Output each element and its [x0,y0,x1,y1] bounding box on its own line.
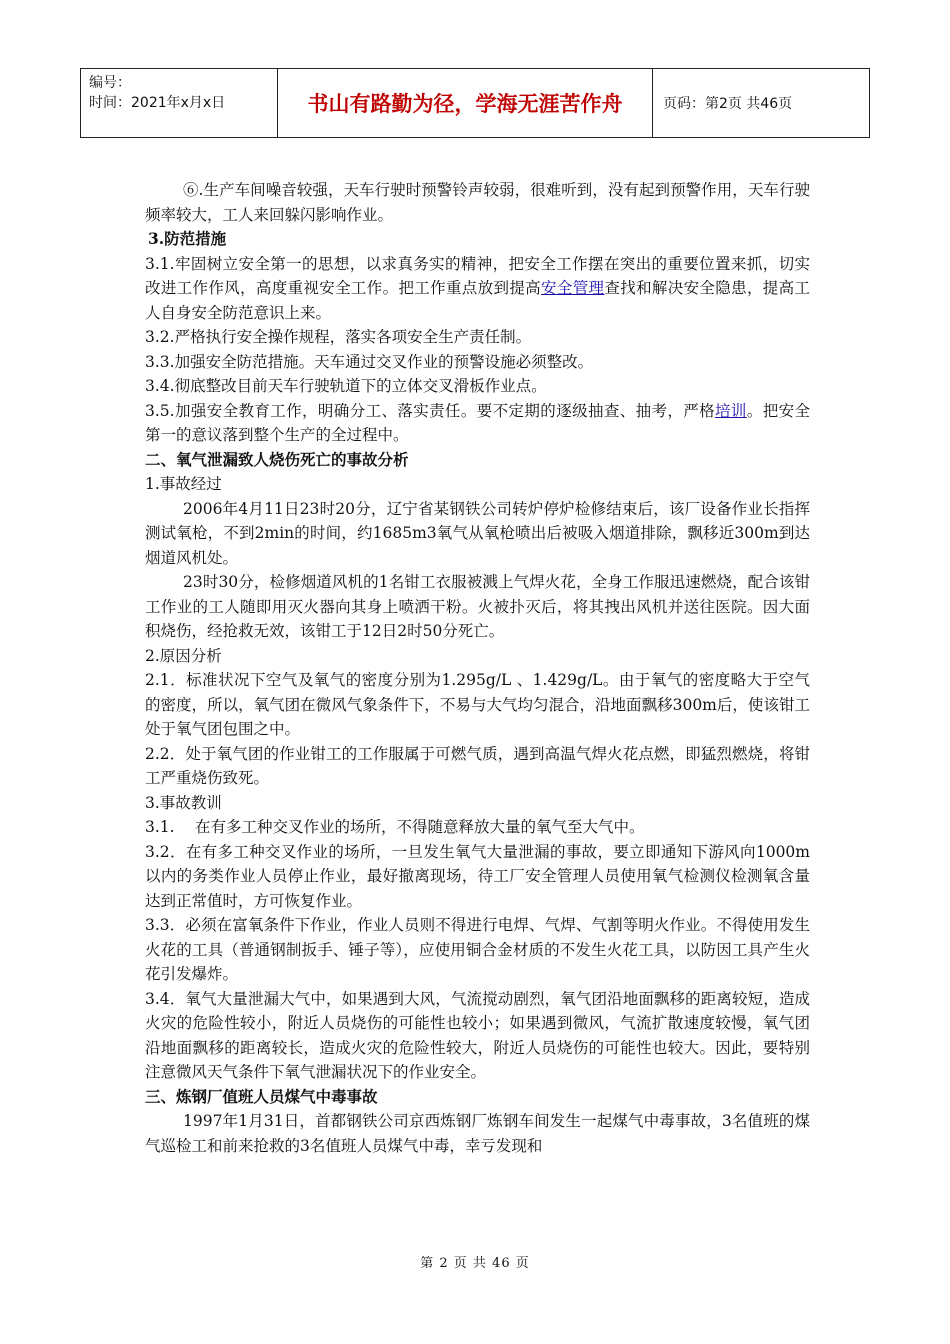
paragraph-text: 3.5.加强安全教育工作，明确分工、落实责任。要不定期的逐级抽查、抽考，严格 [145,401,716,420]
subsection-heading: 1.事故经过 [145,475,222,493]
paragraph [145,399,810,448]
link-training[interactable]: 培训 [715,401,747,420]
paragraph: 3.4.彻底整改目前天车行驶轨道下的立体交叉滑板作业点。 [145,377,547,395]
section-heading: 3.防范措施 [148,229,227,248]
paragraph: 1997年1月31日，首都钢铁公司京西炼钢厂炼钢车间发生一起煤气中毒事故，3名值班的煤气巡检工和前来抢救的3名值班人员煤气中毒，幸亏发现和 [145,1112,810,1155]
paragraph: 2.1．标准状况下空气及氧气的密度分别为1.295g/L 、1.429g/L。由于氧气的密度略大于空气的密度，所以，氧气团在微风气象条件下，不易与大气均匀混合，沿地面飘移300m后，使该钳工处于氧气团包围之中。 [145,671,810,738]
paragraph: 2.2．处于氧气团的作业钳工的工作服属于可燃气质，遇到高温气焊火花点燃，即猛烈燃烧，将钳工严重烧伤致死。 [145,744,810,787]
paragraph: 3.3.加强安全防范措施。天车通过交叉作业的预警设施必须整改。 [145,352,594,371]
link-safety-management[interactable]: 安全管理 [541,279,605,297]
paragraph: 3.2.严格执行安全操作规程，落实各项安全生产责任制。 [145,328,532,346]
paragraph-text: 。把安全第一的意议落到整个生产的全过程中。 [145,401,810,444]
paragraph: 3.1. 在有多工种交叉作业的场所，不得随意释放大量的氧气至大气中。 [145,818,645,836]
paragraph: 3.2．在有多工种交叉作业的场所，一旦发生氧气大量泄漏的事故，要立即通知下游风向1000m以内的务类作业人员停止作业，最好撤离现场，待工厂安全管理人员使用氧气检测仪检测氧含量达到正常值时，方可恢复作业。 [145,842,810,910]
header-info-cell [81,69,278,137]
document-time-label: 时间：2021年x月x日 [89,95,226,111]
paragraph: 3.3．必须在富氧条件下作业，作业人员则不得进行电焊、气焊、气割等明火作业。不得使用发生火花的工具（普通钢制扳手、锤子等），应使用铜合金材质的不发生火花工具，以防因工具产生火花引发爆炸。 [145,916,810,983]
paragraph: ⑥.生产车间噪音较强，天车行驶时预警铃声较弱，很难听到，没有起到预警作用，天车行驶频率较大，工人来回躲闪影响作业。 [145,181,810,224]
subsection-heading: 2.原因分析 [145,646,222,665]
header-motto: 书山有路勤为径，学海无涯苦作舟 [278,69,653,137]
section-heading: 二、氧气泄漏致人烧伤死亡的事故分析 [145,449,409,469]
subsection-heading: 3.事故教训 [145,793,222,812]
paragraph: 2006年4月11日23时20分，辽宁省某钢铁公司转炉停炉检修结束后，该厂设备作业长指挥测试氧枪，不到2min的时间，约1685m3氧气从氧枪喷出后被吸入烟道排除，飘移近300m到达烟道风机处。 [145,499,810,567]
header-page-label: 页码：第2页 共46页 [663,96,793,112]
paragraph [145,252,810,326]
paragraph: 3.4．氧气大量泄漏大气中，如果遇到大风，气流搅动剧烈，氧气团沿地面飘移的距离较短，造成火灾的危险性较小，附近人员烧伤的可能性也较小；如果遇到微风，气流扩散速度较慢，氧气团沿地面飘移的距离较长，造成火灾的危险性较大，附近人员烧伤的可能性也较大。因此，要特别注意微风天气条件下氧气泄漏状况下的作业安全。 [145,989,810,1081]
document-body [145,178,810,1158]
section-heading: 三、炼钢厂值班人员煤气中毒事故 [145,1086,378,1106]
header-table [80,68,870,138]
page-footer: 第 2 页 共 46 页 [420,1256,530,1271]
paragraph: 23时30分，检修烟道风机的1名钳工衣服被溅上气焊火花，全身工作服迅速燃烧，配合该钳工作业的工人随即用灭火器向其身上喷洒干粉。火被扑灭后，将其拽出风机并送往医院。因大面积烧伤，经抢救无效，该钳工于12日2时50分死亡。 [145,573,810,640]
paragraph-text: 3.1.牢固树立安全第一的思想，以求真务实的精神，把安全工作摆在突出的重要位置来抓，切实改进工作作风，高度重视安全工作。把工作重点放到提高 [145,254,810,297]
paragraph-text: 查找和解决安全隐患，提高工人自身安全防范意识上来。 [145,279,810,322]
document-number-label: 编号： [89,75,131,91]
